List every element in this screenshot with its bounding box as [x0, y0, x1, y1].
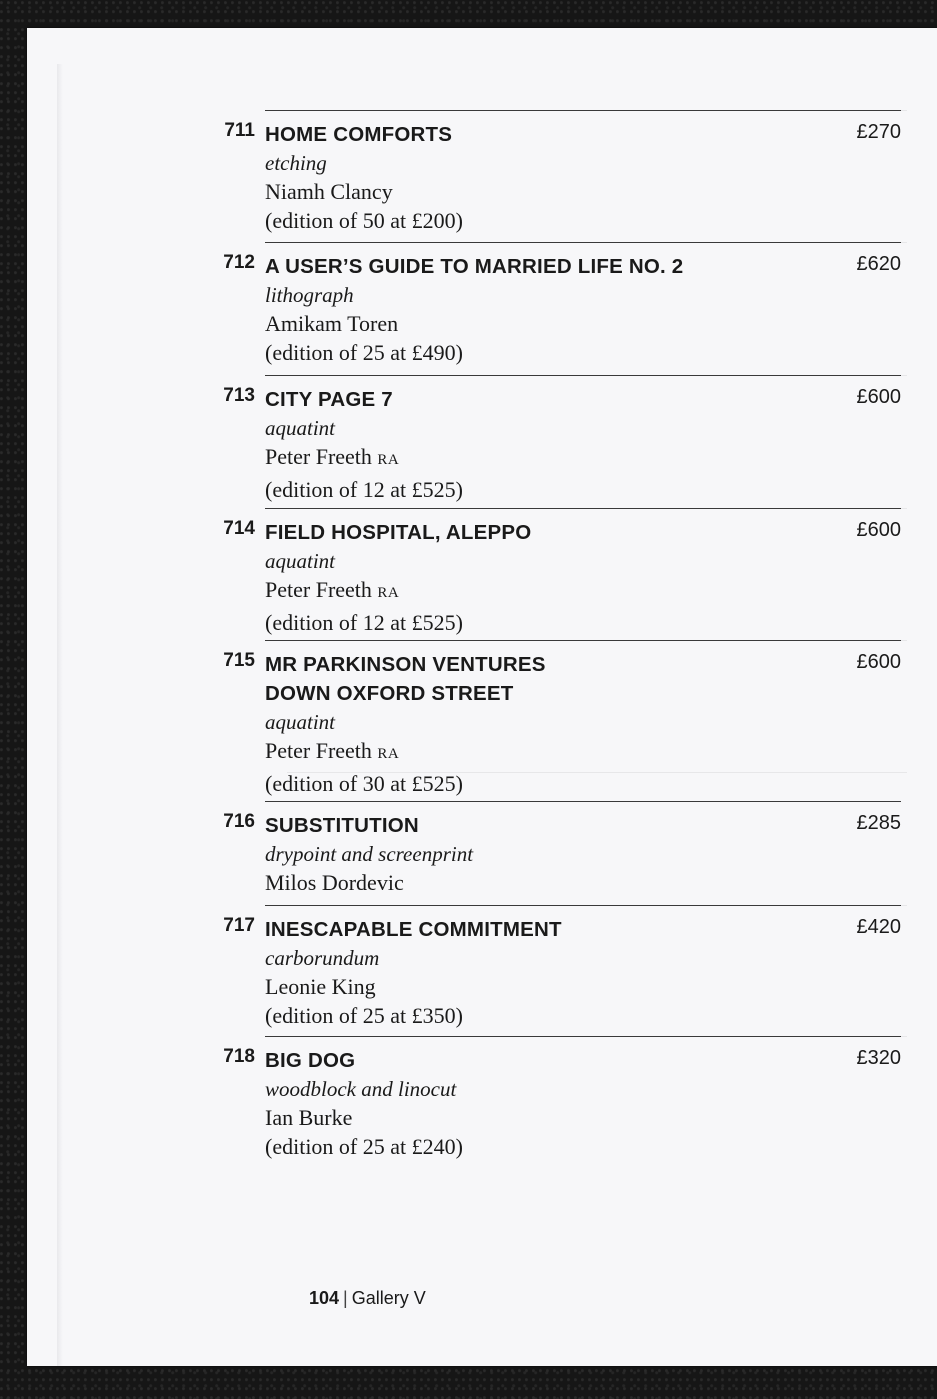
page-number: 104	[309, 1288, 340, 1308]
artist-line	[265, 442, 901, 475]
artist-line	[265, 177, 901, 206]
catalogue-page	[27, 28, 937, 1366]
artist-line	[265, 1103, 901, 1132]
artwork-medium: woodblock and linocut	[265, 1077, 457, 1101]
artwork-medium: aquatint	[265, 416, 336, 440]
edition-info: (edition of 12 at £525)	[265, 610, 463, 635]
artwork-medium: carborundum	[265, 946, 380, 970]
artist-name: Milos Dordevic	[265, 870, 404, 895]
edition-info: (edition of 25 at £490)	[265, 340, 463, 365]
artwork-medium: lithograph	[265, 283, 354, 307]
footer-separator: |	[343, 1288, 348, 1308]
artwork-price: £320	[856, 1047, 901, 1069]
artwork-price: £620	[856, 253, 901, 275]
lot-number: 718	[223, 1046, 255, 1067]
artwork-title: CITY PAGE 7	[265, 388, 393, 411]
artist-name: Peter Freeth	[265, 444, 372, 469]
section-name: Gallery V	[351, 1288, 426, 1308]
catalogue-entry	[223, 242, 901, 367]
artwork-price: £420	[856, 916, 901, 938]
artist-name: Peter Freeth	[265, 577, 372, 602]
catalogue-entry	[223, 905, 901, 1030]
artwork-medium: aquatint	[265, 549, 336, 573]
artist-name: Amikam Toren	[265, 311, 399, 336]
lot-number: 717	[223, 915, 255, 936]
lot-number: 715	[223, 650, 255, 671]
catalogue-entry	[224, 110, 901, 235]
artwork-price: £600	[856, 386, 901, 408]
lot-number: 712	[223, 252, 255, 273]
artist-name: Niamh Clancy	[265, 179, 393, 204]
lot-number: 711	[224, 120, 255, 141]
artwork-title: SUBSTITUTION	[265, 814, 419, 837]
edition-info: (edition of 30 at £525)	[265, 771, 463, 796]
edition-info: (edition of 25 at £240)	[265, 1134, 463, 1159]
page-edge	[57, 64, 63, 1366]
page-footer	[309, 1288, 426, 1309]
artist-line	[265, 736, 901, 769]
artist-name: Peter Freeth	[265, 738, 372, 763]
edition-info: (edition of 50 at £200)	[265, 208, 463, 233]
artwork-title: INESCAPABLE COMMITMENT	[265, 918, 562, 941]
edition-info: (edition of 25 at £350)	[265, 1003, 463, 1028]
artwork-price: £270	[856, 121, 901, 143]
lot-number: 716	[223, 811, 255, 832]
catalogue-entry	[223, 640, 901, 798]
artwork-price: £600	[856, 651, 901, 673]
artist-line	[265, 868, 901, 897]
catalogue-entry	[223, 508, 901, 637]
artwork-title: A USER’S GUIDE TO MARRIED LIFE NO. 2	[265, 255, 684, 278]
artist-name: Leonie King	[265, 974, 376, 999]
artwork-medium: drypoint and screenprint	[265, 842, 474, 866]
artwork-price: £285	[856, 812, 901, 834]
artwork-title: HOME COMFORTS	[265, 123, 453, 146]
ra-designation: RA	[377, 452, 400, 468]
catalogue-entry	[223, 1036, 901, 1161]
artist-line	[265, 972, 901, 1001]
ra-designation: RA	[377, 746, 400, 762]
artwork-medium: aquatint	[265, 710, 336, 734]
catalogue-entry	[223, 801, 901, 897]
artist-line	[265, 575, 901, 608]
artwork-title: BIG DOG	[265, 1049, 356, 1072]
lot-number: 714	[223, 518, 255, 539]
artwork-price: £600	[856, 519, 901, 541]
artist-name: Ian Burke	[265, 1105, 353, 1130]
lot-number: 713	[223, 385, 255, 406]
artwork-title: FIELD HOSPITAL, ALEPPO	[265, 521, 532, 544]
artist-line	[265, 309, 901, 338]
artwork-medium: etching	[265, 151, 327, 175]
artwork-title: MR PARKINSON VENTURES DOWN OXFORD STREET	[265, 653, 546, 705]
ra-designation: RA	[377, 585, 400, 601]
catalogue-entry	[223, 375, 901, 504]
edition-info: (edition of 12 at £525)	[265, 477, 463, 502]
